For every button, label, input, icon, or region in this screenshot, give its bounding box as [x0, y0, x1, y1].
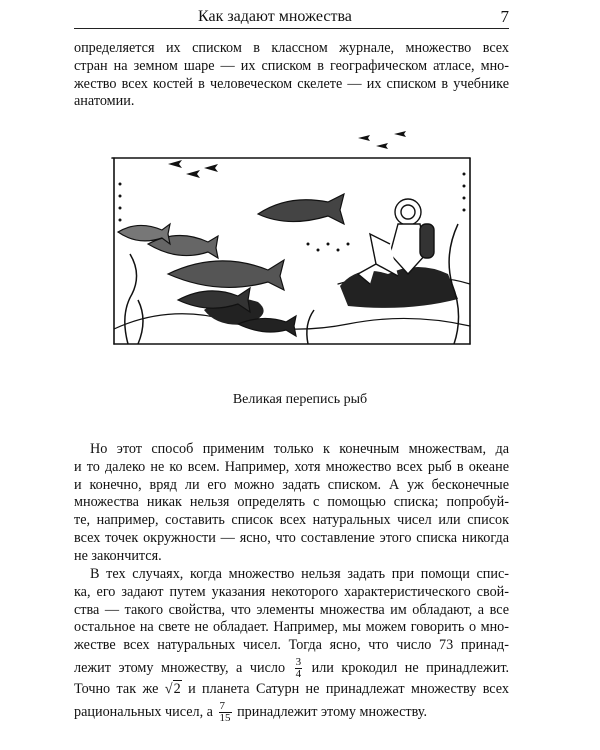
text-line: жество всех костей в человеческом скелете — их списком в учебнике — [74, 75, 509, 92]
paragraph-2 — [74, 441, 509, 566]
text-segment: лежит этому множеству, а число — [74, 659, 286, 676]
text-line: ства — такого свойства, что элементы множества им обладают, а все — [74, 601, 509, 618]
radicand: 2 — [173, 680, 181, 697]
fraction-numerator: 7 — [219, 701, 232, 713]
paragraph-1 — [74, 40, 509, 111]
text-line: остальное на свете не обладает. Например, мы можем говорить о мно- — [74, 619, 509, 636]
fraction-denominator: 4 — [295, 668, 302, 681]
fraction-denominator: 15 — [219, 712, 231, 725]
radical-sign: √ — [164, 680, 173, 697]
text-line: не закончится. — [74, 547, 162, 564]
fraction-three-quarters — [295, 657, 303, 680]
figure-caption: Великая перепись рыб — [232, 392, 368, 407]
text-line: всех точек окружности — ясно, что составление этого списка никогда — [74, 529, 509, 546]
text-segment: или крокодил не принадлежит. — [311, 659, 510, 676]
text-line: определяется их списком в классном журнале, множество всех — [74, 40, 509, 56]
text-line: ка, его задают путем указания некоторого характеристического свой- — [74, 583, 509, 600]
text-line: Но этот способ применим только к конечным множествам, да — [90, 441, 509, 457]
text-line-with-fraction — [74, 699, 509, 725]
fish-illustration-image — [108, 124, 478, 372]
fraction-numerator: 3 — [295, 656, 302, 669]
header-title: Как задают множества — [198, 8, 352, 25]
paragraph-3 — [74, 566, 509, 725]
text-segment: Точно так же — [74, 680, 159, 697]
text-line: и то далеко не ко всем. Например, хотя множество всех рыб в океане — [74, 458, 509, 475]
text-line-with-sqrt — [74, 681, 509, 699]
text-line: и конечно, вряд ли его можно задать списком. А уж бесконечные — [74, 476, 509, 493]
square-root-expression — [165, 680, 182, 697]
text-line-with-fraction — [74, 655, 509, 681]
text-segment: и планета Сатурн не принадлежат множеству всех — [188, 680, 509, 697]
text-line: анатомии. — [74, 93, 135, 110]
text-line: те, например, составить список всех натуральных чисел или список — [74, 512, 509, 529]
text-line: множества никак нельзя определять с помощью списка; попробуй- — [74, 494, 509, 511]
fraction-seven-fifteenths — [219, 701, 232, 724]
running-header — [74, 6, 509, 29]
page-number: 7 — [500, 7, 509, 26]
text-segment: принадлежит этому множеству. — [237, 703, 428, 720]
illustration-fish-census — [108, 124, 478, 372]
text-segment: рациональных чисел, а — [74, 703, 213, 720]
text-line: стран на земном шаре — их списком в географическом атласе, мно- — [74, 57, 509, 74]
text-line: В тех случаях, когда множество нельзя задать при помощи спис- — [90, 566, 509, 582]
text-line: жестве всех натуральных чисел. Тогда ясно, что число 73 принад- — [74, 637, 509, 654]
